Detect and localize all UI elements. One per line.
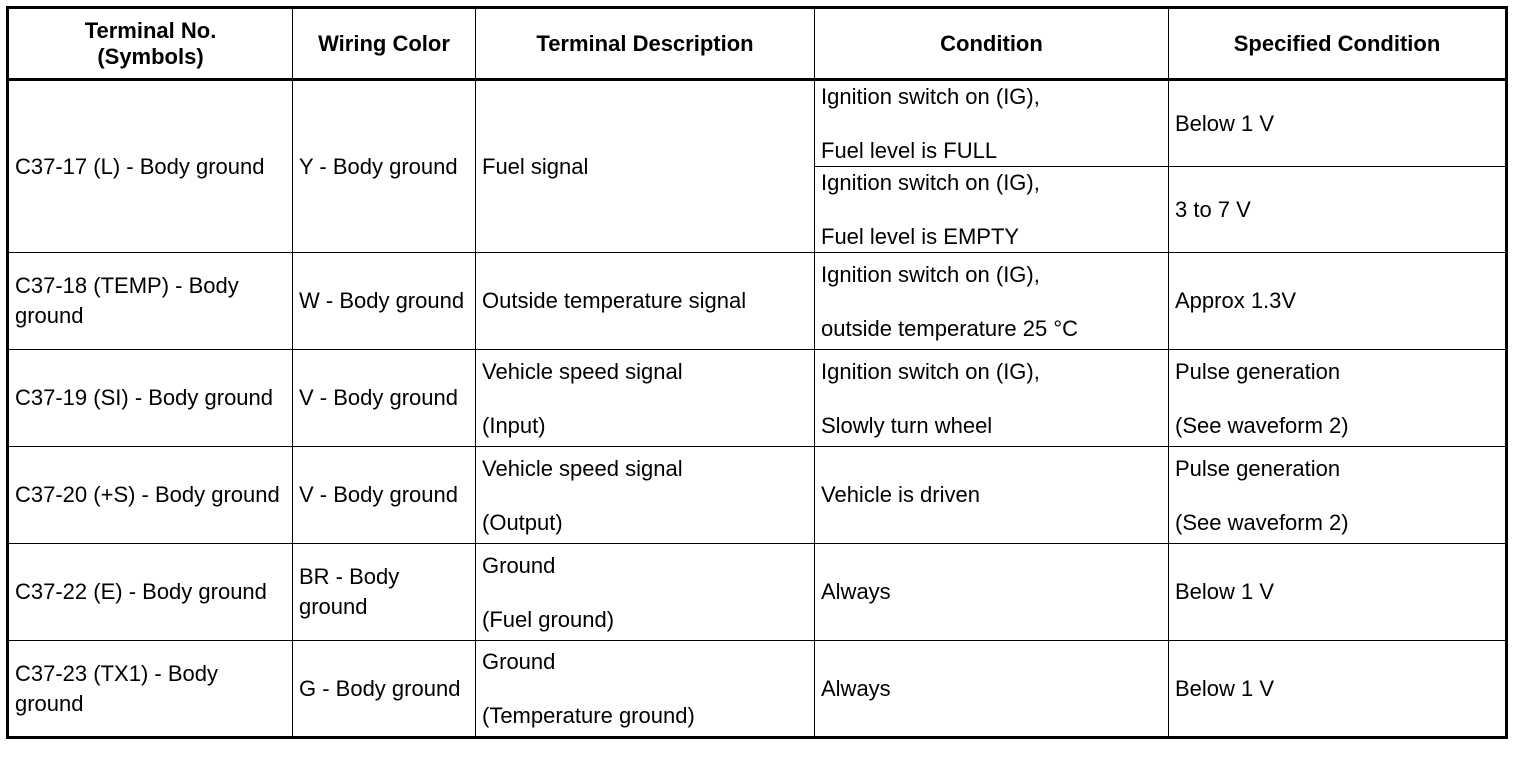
- condition-line1: Ignition switch on (IG),: [821, 358, 1040, 384]
- condition-cell: Always: [815, 641, 1169, 738]
- condition-line2: outside temperature 25 °C: [821, 315, 1079, 341]
- terminal-cell: C37-18 (TEMP) - Body ground: [8, 253, 293, 350]
- condition-line1: Ignition switch on (IG),: [821, 261, 1040, 287]
- condition-line1: Ignition switch on (IG),: [821, 170, 1040, 195]
- description-line1: Vehicle speed signal: [482, 358, 683, 384]
- terminal-cell: C37-17 (L) - Body ground: [8, 80, 293, 253]
- terminal-cell: C37-23 (TX1) - Body ground: [8, 641, 293, 738]
- description-line1: Vehicle speed signal: [482, 455, 683, 481]
- wiring-cell: G - Body ground: [293, 641, 476, 738]
- table-row: [8, 80, 1507, 167]
- description-line1: Ground: [482, 552, 556, 578]
- terminal-cell: C37-22 (E) - Body ground: [8, 544, 293, 641]
- description-cell: [476, 350, 815, 447]
- specified-cell: Approx 1.3V: [1169, 253, 1507, 350]
- wiring-cell: BR - Body ground: [293, 544, 476, 641]
- table-row: [8, 447, 1507, 544]
- wiring-cell: Y - Body ground: [293, 80, 476, 253]
- description-cell: Fuel signal: [476, 80, 815, 253]
- specified-line1: Pulse generation: [1175, 455, 1341, 481]
- header-description: Terminal Description: [476, 8, 815, 80]
- specified-cell: Below 1 V: [1169, 641, 1507, 738]
- terminal-cell: C37-19 (SI) - Body ground: [8, 350, 293, 447]
- specified-line2: (See waveform 2): [1175, 509, 1349, 535]
- table-row: [8, 544, 1507, 641]
- condition-line2: Fuel level is EMPTY: [821, 224, 1020, 249]
- description-cell: [476, 641, 815, 738]
- header-condition: Condition: [815, 8, 1169, 80]
- specified-cell: Below 1 V: [1169, 544, 1507, 641]
- header-wiring: Wiring Color: [293, 8, 476, 80]
- description-line1: Ground: [482, 649, 556, 674]
- header-terminal-line2: (Symbols): [97, 43, 204, 69]
- table-row: [8, 253, 1507, 350]
- description-line2: (Temperature ground): [482, 703, 695, 728]
- condition-cell: [815, 167, 1169, 253]
- wiring-cell: V - Body ground: [293, 350, 476, 447]
- wiring-cell: W - Body ground: [293, 253, 476, 350]
- description-cell: Outside temperature signal: [476, 253, 815, 350]
- condition-cell: [815, 350, 1169, 447]
- header-terminal: [8, 8, 293, 80]
- description-cell: [476, 447, 815, 544]
- specified-line1: Pulse generation: [1175, 358, 1341, 384]
- specified-cell: 3 to 7 V: [1169, 167, 1507, 253]
- specified-cell: Below 1 V: [1169, 80, 1507, 167]
- terminal-cell: C37-20 (+S) - Body ground: [8, 447, 293, 544]
- header-terminal-line1: Terminal No.: [84, 17, 217, 43]
- wiring-cell: V - Body ground: [293, 447, 476, 544]
- description-line2: (Input): [482, 412, 546, 438]
- description-line2: (Fuel ground): [482, 606, 615, 632]
- table-row: [8, 350, 1507, 447]
- header-specified: Specified Condition: [1169, 8, 1507, 80]
- condition-line1: Ignition switch on (IG),: [821, 84, 1040, 109]
- specified-cell: [1169, 350, 1507, 447]
- description-line2: (Output): [482, 509, 563, 535]
- condition-cell: [815, 80, 1169, 167]
- condition-cell: [815, 253, 1169, 350]
- condition-line2: Slowly turn wheel: [821, 412, 993, 438]
- specified-line2: (See waveform 2): [1175, 412, 1349, 438]
- header-row: [8, 8, 1507, 80]
- condition-cell: Vehicle is driven: [815, 447, 1169, 544]
- condition-cell: Always: [815, 544, 1169, 641]
- specified-cell: [1169, 447, 1507, 544]
- description-cell: [476, 544, 815, 641]
- terminal-table: [6, 6, 1508, 739]
- table-row: [8, 641, 1507, 738]
- condition-line2: Fuel level is FULL: [821, 138, 998, 163]
